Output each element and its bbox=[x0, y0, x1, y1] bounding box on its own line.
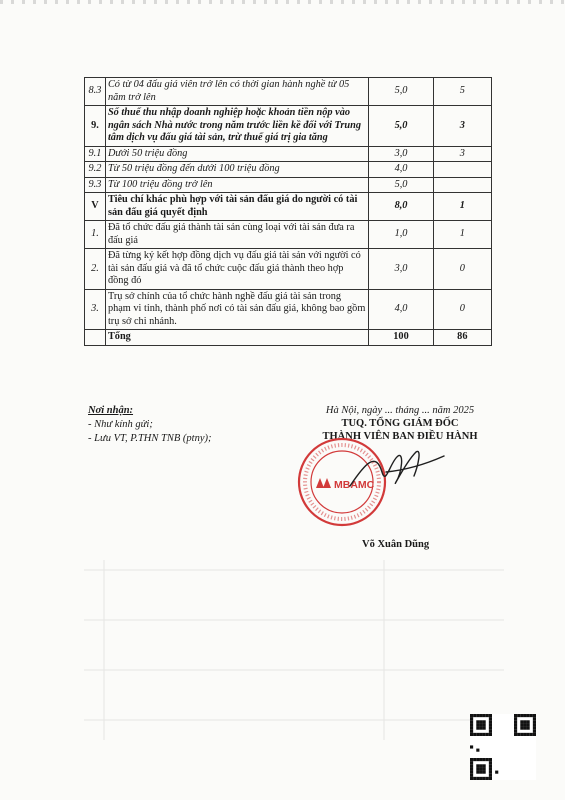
awarded-score: 0 bbox=[433, 289, 491, 330]
criterion-text: Trụ sở chính của tổ chức hành nghề đấu giá tài sản trong phạm vi tỉnh, thành phố nơi có tài sản đấu giá, không bao gồm trụ sở chi nhánh. bbox=[105, 289, 368, 330]
awarded-score: 3 bbox=[433, 106, 491, 147]
total-max: 100 bbox=[369, 330, 433, 346]
bleed-through-lines bbox=[84, 560, 504, 740]
criteria-row bbox=[85, 249, 492, 290]
awarded-score bbox=[433, 162, 491, 178]
total-row bbox=[85, 330, 492, 346]
awarded-score: 0 bbox=[433, 249, 491, 290]
sign-authority: TUQ. TỔNG GIÁM ĐỐC bbox=[341, 418, 459, 429]
criterion-number: 8.3 bbox=[85, 78, 106, 106]
criterion-number: 2. bbox=[85, 249, 106, 290]
criterion-number: 9. bbox=[85, 106, 106, 147]
total-no bbox=[85, 330, 106, 346]
criterion-text: Số thuế thu nhập doanh nghiệp hoặc khoản tiền nộp vào ngân sách Nhà nước trong năm trước liền kề đối với Trung tâm dịch vụ đấu giá tài sản, trừ thuế giá trị gia tăng bbox=[105, 106, 368, 147]
criterion-number: 9.1 bbox=[85, 146, 106, 162]
criteria-table bbox=[84, 77, 492, 346]
criterion-text: Tiêu chí khác phù hợp với tài sản đấu giá do người có tài sản đấu giá quyết định bbox=[105, 193, 368, 221]
criteria-row bbox=[85, 177, 492, 193]
criteria-rows bbox=[85, 78, 492, 330]
max-points: 5,0 bbox=[369, 106, 433, 147]
criterion-text: Đã tổ chức đấu giá thành tài sản cùng loại với tài sản đưa ra đấu giá bbox=[105, 221, 368, 249]
criteria-row bbox=[85, 146, 492, 162]
max-points: 5,0 bbox=[369, 78, 433, 106]
max-points: 4,0 bbox=[369, 162, 433, 178]
criterion-number: 3. bbox=[85, 289, 106, 330]
stamp-logo-icon bbox=[316, 478, 331, 488]
criterion-text: Từ 50 triệu đồng đến dưới 100 triệu đồng bbox=[105, 162, 368, 178]
awarded-score: 1 bbox=[433, 221, 491, 249]
criteria-row bbox=[85, 193, 492, 221]
qr-code bbox=[470, 714, 536, 780]
signer-name: Võ Xuân Dũng bbox=[362, 539, 430, 550]
awarded-score bbox=[433, 177, 491, 193]
recipient-item: - Như kính gửi; bbox=[88, 419, 153, 430]
stamp-brand: MBAMC bbox=[334, 479, 375, 491]
max-points: 8,0 bbox=[369, 193, 433, 221]
criterion-number: 9.3 bbox=[85, 177, 106, 193]
criterion-text: Đã từng ký kết hợp đồng dịch vụ đấu giá tài sản với người có tài sản đấu giá và đã tổ chức cuộc đấu giá thành theo hợp đồng đó bbox=[105, 249, 368, 290]
max-points: 5,0 bbox=[369, 177, 433, 193]
max-points: 3,0 bbox=[369, 146, 433, 162]
sign-date: Hà Nội, ngày ... tháng ... năm 2025 bbox=[325, 405, 475, 416]
scan-edge bbox=[0, 0, 565, 4]
criteria-row bbox=[85, 106, 492, 147]
max-points: 3,0 bbox=[369, 249, 433, 290]
total-label: Tổng bbox=[105, 330, 368, 346]
criterion-number: V bbox=[85, 193, 106, 221]
criterion-number: 1. bbox=[85, 221, 106, 249]
max-points: 1,0 bbox=[369, 221, 433, 249]
criteria-row bbox=[85, 78, 492, 106]
recipients-block bbox=[88, 404, 211, 446]
criterion-number: 9.2 bbox=[85, 162, 106, 178]
criterion-text: Từ 100 triệu đồng trở lên bbox=[105, 177, 368, 193]
criterion-text: Dưới 50 triệu đồng bbox=[105, 146, 368, 162]
recipient-item: - Lưu VT, P.THN TNB (ptny); bbox=[88, 433, 212, 444]
total-score: 86 bbox=[433, 330, 491, 346]
recipients-heading: Nơi nhận: bbox=[88, 405, 134, 416]
criteria-row bbox=[85, 162, 492, 178]
awarded-score: 1 bbox=[433, 193, 491, 221]
criterion-text: Có từ 04 đấu giá viên trở lên có thời gian hành nghề từ 05 năm trở lên bbox=[105, 78, 368, 106]
signature-stroke bbox=[350, 451, 444, 486]
criteria-row bbox=[85, 221, 492, 249]
handwritten-signature bbox=[346, 442, 446, 498]
awarded-score: 3 bbox=[433, 146, 491, 162]
awarded-score: 5 bbox=[433, 78, 491, 106]
max-points: 4,0 bbox=[369, 289, 433, 330]
sign-position: THÀNH VIÊN BAN ĐIỀU HÀNH bbox=[322, 431, 478, 442]
criteria-row bbox=[85, 289, 492, 330]
